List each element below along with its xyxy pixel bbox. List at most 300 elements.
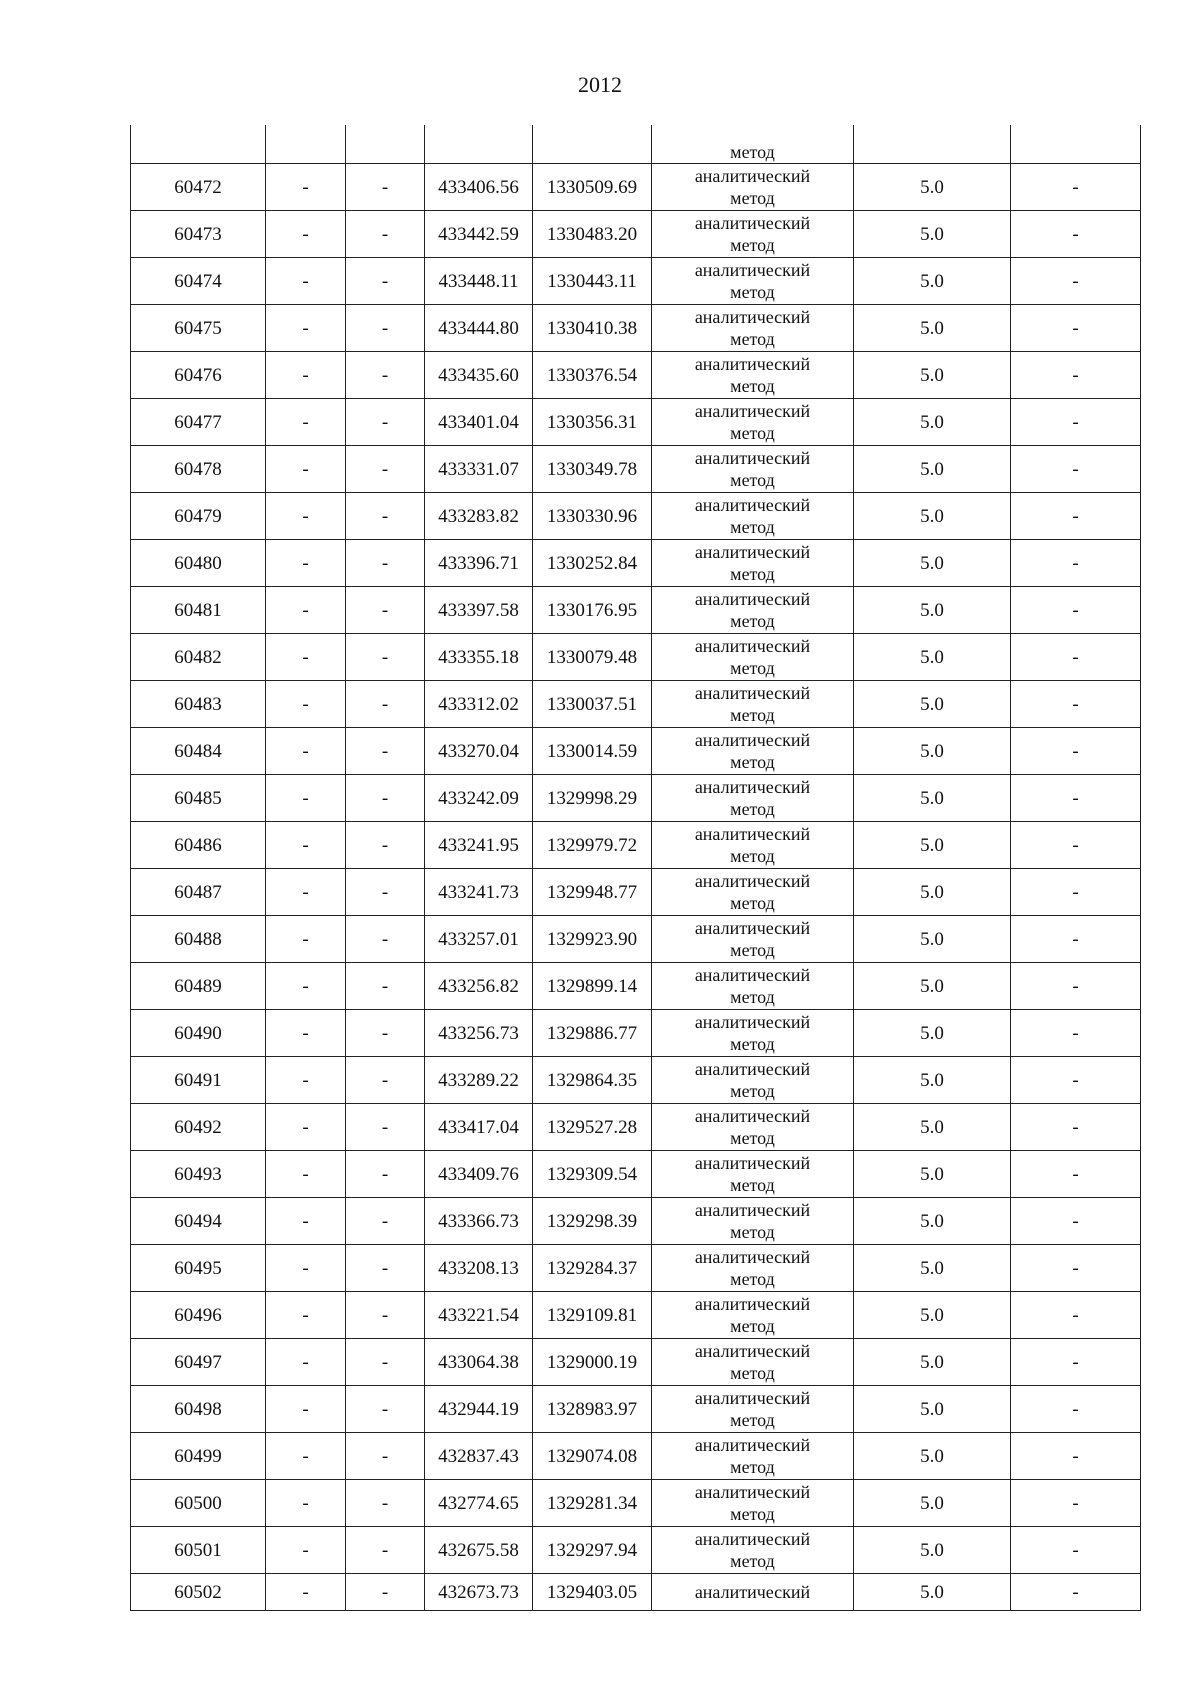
cell-col8: -	[1011, 446, 1141, 493]
cell-col8: -	[1011, 587, 1141, 634]
cell-col2: -	[266, 1104, 346, 1151]
cell-col3: -	[346, 493, 425, 540]
method-line-1: аналитический	[694, 1106, 811, 1126]
method-line-2: метод	[730, 1551, 775, 1571]
cell-accuracy: 5.0	[854, 1198, 1011, 1245]
cell-method	[652, 305, 854, 352]
cell-id: 60487	[131, 869, 266, 916]
table-row	[131, 1386, 1141, 1433]
cell-x: 432673.73	[425, 1574, 533, 1611]
method-line-2: метод	[730, 987, 775, 1007]
method-line-1: аналитический	[694, 1059, 811, 1079]
cell-col2: -	[266, 916, 346, 963]
cell-col8: -	[1011, 493, 1141, 540]
cell-col2: -	[266, 681, 346, 728]
cell-id: 60492	[131, 1104, 266, 1151]
coordinates-table	[130, 125, 1141, 1611]
table-row	[131, 399, 1141, 446]
cell-accuracy: 5.0	[854, 1151, 1011, 1198]
cell-x: 433270.04	[425, 728, 533, 775]
cell-y: 1329297.94	[533, 1527, 652, 1574]
cell-method	[652, 125, 854, 164]
method-line-2: метод	[730, 235, 775, 255]
cell-col8: -	[1011, 305, 1141, 352]
cell-accuracy: 5.0	[854, 1386, 1011, 1433]
method-line-2: метод	[730, 940, 775, 960]
method-line-1: аналитический	[694, 448, 811, 468]
cell-col2: -	[266, 1433, 346, 1480]
cell-col3: -	[346, 1057, 425, 1104]
cell-id: 60475	[131, 305, 266, 352]
method-line-1: аналитический	[694, 542, 811, 562]
cell-x: 433448.11	[425, 258, 533, 305]
cell-y: 1330509.69	[533, 164, 652, 211]
cell-col8: -	[1011, 399, 1141, 446]
cell-accuracy: 5.0	[854, 869, 1011, 916]
cell-x: 433312.02	[425, 681, 533, 728]
cell-accuracy: 5.0	[854, 681, 1011, 728]
method-line-1: аналитический	[694, 1435, 811, 1455]
continued-row	[131, 125, 1141, 164]
cell-y: 1330037.51	[533, 681, 652, 728]
cell-id: 60476	[131, 352, 266, 399]
cell-method	[652, 1339, 854, 1386]
cell-col2: -	[266, 1339, 346, 1386]
table-row	[131, 1057, 1141, 1104]
cell-accuracy: 5.0	[854, 728, 1011, 775]
cell-id: 60502	[131, 1574, 266, 1611]
cell-col8: -	[1011, 1198, 1141, 1245]
cell-col3: -	[346, 1245, 425, 1292]
cell-accuracy: 5.0	[854, 587, 1011, 634]
table-row	[131, 916, 1141, 963]
table-row	[131, 211, 1141, 258]
cell-y: 1330252.84	[533, 540, 652, 587]
cell-col8: -	[1011, 352, 1141, 399]
method-line-2: метод	[730, 1316, 775, 1336]
cell-id: 60501	[131, 1527, 266, 1574]
cell-col8: -	[1011, 1339, 1141, 1386]
cell-col2: -	[266, 822, 346, 869]
cell-col2: -	[266, 1151, 346, 1198]
table-row	[131, 1151, 1141, 1198]
cell-x: 433331.07	[425, 446, 533, 493]
method-line-2: метод	[730, 1363, 775, 1383]
cell-y: 1330356.31	[533, 399, 652, 446]
table-row	[131, 681, 1141, 728]
cell-col2: -	[266, 869, 346, 916]
method-line-2: метод	[730, 799, 775, 819]
cell-y: 1329864.35	[533, 1057, 652, 1104]
cell-col2: -	[266, 211, 346, 258]
cell-id: 60482	[131, 634, 266, 681]
cell-col8: -	[1011, 916, 1141, 963]
cell-x: 433435.60	[425, 352, 533, 399]
table-row	[131, 493, 1141, 540]
method-line-2: метод	[730, 376, 775, 396]
cell-col3: -	[346, 634, 425, 681]
cell-col2	[266, 125, 346, 164]
table-row	[131, 1339, 1141, 1386]
cell-x: 433417.04	[425, 1104, 533, 1151]
cell-id: 60481	[131, 587, 266, 634]
cell-col3: -	[346, 916, 425, 963]
cell-y: 1329000.19	[533, 1339, 652, 1386]
cell-col8: -	[1011, 1292, 1141, 1339]
cell-col8: -	[1011, 1480, 1141, 1527]
method-line-1: аналитический	[694, 1582, 811, 1602]
cell-accuracy: 5.0	[854, 1480, 1011, 1527]
cell-x: 433396.71	[425, 540, 533, 587]
cell-col8: -	[1011, 1057, 1141, 1104]
cell-accuracy: 5.0	[854, 540, 1011, 587]
cell-x: 433289.22	[425, 1057, 533, 1104]
method-line-1: аналитический	[694, 636, 811, 656]
method-line-2: метод	[730, 752, 775, 772]
cell-y: 1329074.08	[533, 1433, 652, 1480]
cell-col2: -	[266, 1527, 346, 1574]
method-line-2: метод	[730, 1410, 775, 1430]
cell-accuracy: 5.0	[854, 446, 1011, 493]
cell-col3: -	[346, 1527, 425, 1574]
cell-col8: -	[1011, 1010, 1141, 1057]
method-line-2: метод	[730, 329, 775, 349]
cell-col3: -	[346, 1104, 425, 1151]
cell-accuracy: 5.0	[854, 822, 1011, 869]
cell-col2: -	[266, 1386, 346, 1433]
table-row	[131, 1010, 1141, 1057]
cell-id: 60472	[131, 164, 266, 211]
cell-col3: -	[346, 1151, 425, 1198]
cell-accuracy: 5.0	[854, 258, 1011, 305]
cell-method	[652, 587, 854, 634]
cell-method	[652, 1574, 854, 1611]
cell-y: 1329281.34	[533, 1480, 652, 1527]
table-row	[131, 634, 1141, 681]
method-line-2: метод	[730, 470, 775, 490]
cell-id: 60489	[131, 963, 266, 1010]
method-line-2: метод	[730, 893, 775, 913]
table-row	[131, 1527, 1141, 1574]
cell-x: 433257.01	[425, 916, 533, 963]
cell-x: 433064.38	[425, 1339, 533, 1386]
cell-y: 1330330.96	[533, 493, 652, 540]
cell-x: 433444.80	[425, 305, 533, 352]
table-row	[131, 775, 1141, 822]
cell-id: 60473	[131, 211, 266, 258]
cell-id: 60478	[131, 446, 266, 493]
cell-col8: -	[1011, 1433, 1141, 1480]
table-row	[131, 963, 1141, 1010]
cell-y: 1329948.77	[533, 869, 652, 916]
cell-x: 432675.58	[425, 1527, 533, 1574]
method-line-1: аналитический	[694, 1247, 811, 1267]
cell-x: 433406.56	[425, 164, 533, 211]
cell-id: 60484	[131, 728, 266, 775]
table-row	[131, 352, 1141, 399]
table-row	[131, 258, 1141, 305]
method-line-2: метод	[730, 705, 775, 725]
method-line-2: метод	[730, 282, 775, 302]
method-line-1: аналитический	[694, 1200, 811, 1220]
cell-method	[652, 493, 854, 540]
cell-method	[652, 869, 854, 916]
cell-y: 1329998.29	[533, 775, 652, 822]
cell-id: 60480	[131, 540, 266, 587]
cell-col3: -	[346, 1339, 425, 1386]
cell-accuracy: 5.0	[854, 305, 1011, 352]
cell-x: 433409.76	[425, 1151, 533, 1198]
cell-col8: -	[1011, 1574, 1141, 1611]
cell-col3: -	[346, 728, 425, 775]
cell-method	[652, 1010, 854, 1057]
cell-col8	[1011, 125, 1141, 164]
method-line-1: аналитический	[694, 1388, 811, 1408]
method-line-2: метод	[730, 1222, 775, 1242]
cell-id: 60483	[131, 681, 266, 728]
cell-accuracy: 5.0	[854, 1104, 1011, 1151]
method-line-2: метод	[730, 517, 775, 537]
cell-y: 1329298.39	[533, 1198, 652, 1245]
cell-method	[652, 822, 854, 869]
cell-y: 1330410.38	[533, 305, 652, 352]
cell-method	[652, 1292, 854, 1339]
cell-id: 60486	[131, 822, 266, 869]
method-line-1: аналитический	[694, 354, 811, 374]
cell-y: 1329899.14	[533, 963, 652, 1010]
cell-x: 433366.73	[425, 1198, 533, 1245]
cell-col3: -	[346, 963, 425, 1010]
method-line-1: аналитический	[694, 730, 811, 750]
cell-x: 433241.73	[425, 869, 533, 916]
cell-col3: -	[346, 1198, 425, 1245]
cell-x: 433397.58	[425, 587, 533, 634]
cell-y: 1330176.95	[533, 587, 652, 634]
cell-x: 433256.82	[425, 963, 533, 1010]
cell-col3: -	[346, 869, 425, 916]
cell-col8: -	[1011, 1104, 1141, 1151]
cell-accuracy: 5.0	[854, 1527, 1011, 1574]
cell-method	[652, 1527, 854, 1574]
cell-y: 1330349.78	[533, 446, 652, 493]
cell-method	[652, 1057, 854, 1104]
cell-col3: -	[346, 540, 425, 587]
method-line-1: аналитический	[694, 260, 811, 280]
table-row	[131, 1574, 1141, 1611]
method-line-1: аналитический	[694, 965, 811, 985]
cell-y: 1329923.90	[533, 916, 652, 963]
cell-method	[652, 634, 854, 681]
cell-id: 60491	[131, 1057, 266, 1104]
cell-y: 1328983.97	[533, 1386, 652, 1433]
cell-x: 433241.95	[425, 822, 533, 869]
cell-accuracy: 5.0	[854, 1010, 1011, 1057]
cell-col2: -	[266, 352, 346, 399]
cell-col8: -	[1011, 1151, 1141, 1198]
cell-method	[652, 963, 854, 1010]
cell-x: 433221.54	[425, 1292, 533, 1339]
cell-accuracy: 5.0	[854, 1574, 1011, 1611]
cell-y: 1329284.37	[533, 1245, 652, 1292]
cell-method	[652, 399, 854, 446]
page-number: 2012	[578, 72, 622, 97]
cell-accuracy: 5.0	[854, 1057, 1011, 1104]
cell-col8: -	[1011, 681, 1141, 728]
cell-method	[652, 1480, 854, 1527]
cell-col3: -	[346, 164, 425, 211]
cell-id: 60500	[131, 1480, 266, 1527]
cell-accuracy: 5.0	[854, 493, 1011, 540]
cell-y: 1329527.28	[533, 1104, 652, 1151]
table-row	[131, 540, 1141, 587]
cell-col2: -	[266, 775, 346, 822]
cell-method	[652, 728, 854, 775]
cell-col3: -	[346, 587, 425, 634]
cell-method	[652, 352, 854, 399]
cell-x: 432837.43	[425, 1433, 533, 1480]
table-row	[131, 1433, 1141, 1480]
cell-col2: -	[266, 1245, 346, 1292]
method-line-1: аналитический	[694, 1482, 811, 1502]
method-line-2: метод	[730, 846, 775, 866]
cell-x: 432944.19	[425, 1386, 533, 1433]
cell-col2: -	[266, 540, 346, 587]
cell-y: 1329309.54	[533, 1151, 652, 1198]
cell-col2: -	[266, 963, 346, 1010]
cell-y: 1329886.77	[533, 1010, 652, 1057]
cell-method	[652, 164, 854, 211]
cell-col2: -	[266, 587, 346, 634]
cell-col3: -	[346, 681, 425, 728]
cell-col3: -	[346, 1010, 425, 1057]
method-line-1: аналитический	[694, 683, 811, 703]
table-row	[131, 305, 1141, 352]
cell-accuracy: 5.0	[854, 963, 1011, 1010]
cell-y: 1330376.54	[533, 352, 652, 399]
cell-x: 433283.82	[425, 493, 533, 540]
method-line-1: аналитический	[694, 824, 811, 844]
cell-col8: -	[1011, 258, 1141, 305]
cell-method	[652, 211, 854, 258]
cell-method	[652, 916, 854, 963]
cell-col2: -	[266, 1057, 346, 1104]
cell-accuracy: 5.0	[854, 775, 1011, 822]
method-line-1: аналитический	[694, 1153, 811, 1173]
cell-id: 60497	[131, 1339, 266, 1386]
cell-method	[652, 775, 854, 822]
cell-col3: -	[346, 305, 425, 352]
cell-method	[652, 681, 854, 728]
cell-col3	[346, 125, 425, 164]
cell-col3: -	[346, 399, 425, 446]
cell-method	[652, 540, 854, 587]
method-line-2: метод	[730, 423, 775, 443]
cell-x: 432774.65	[425, 1480, 533, 1527]
cell-col3: -	[346, 352, 425, 399]
cell-col3: -	[346, 1480, 425, 1527]
cell-method	[652, 1104, 854, 1151]
table-row	[131, 1292, 1141, 1339]
cell-accuracy: 5.0	[854, 1339, 1011, 1386]
cell-accuracy: 5.0	[854, 634, 1011, 681]
cell-col2: -	[266, 164, 346, 211]
method-line-2: метод	[730, 1175, 775, 1195]
cell-id: 60498	[131, 1386, 266, 1433]
method-line-2: метод	[730, 611, 775, 631]
cell-col8: -	[1011, 1386, 1141, 1433]
cell-col8: -	[1011, 164, 1141, 211]
cell-col3: -	[346, 1574, 425, 1611]
cell-col2: -	[266, 1480, 346, 1527]
cell-col2: -	[266, 1010, 346, 1057]
cell-x: 433256.73	[425, 1010, 533, 1057]
table-row	[131, 587, 1141, 634]
method-line-1: аналитический	[694, 1341, 811, 1361]
table-row	[131, 1104, 1141, 1151]
method-line-2: метод	[730, 1457, 775, 1477]
method-line-2: метод	[730, 1081, 775, 1101]
cell-accuracy: 5.0	[854, 164, 1011, 211]
cell-col2: -	[266, 728, 346, 775]
cell-method	[652, 446, 854, 493]
cell-id: 60499	[131, 1433, 266, 1480]
cell-col3: -	[346, 775, 425, 822]
cell-col2: -	[266, 258, 346, 305]
cell-method	[652, 1386, 854, 1433]
cell-col8: -	[1011, 540, 1141, 587]
cell-y: 1330014.59	[533, 728, 652, 775]
table-row	[131, 728, 1141, 775]
cell-col8: -	[1011, 963, 1141, 1010]
cell-method	[652, 1245, 854, 1292]
cell-col2: -	[266, 399, 346, 446]
cell-col8: -	[1011, 1527, 1141, 1574]
cell-col2: -	[266, 1574, 346, 1611]
cell-col2: -	[266, 305, 346, 352]
cell-accuracy: 5.0	[854, 916, 1011, 963]
cell-col8: -	[1011, 634, 1141, 681]
method-line-1: аналитический	[694, 401, 811, 421]
table-row	[131, 1198, 1141, 1245]
method-line-2: метод	[730, 658, 775, 678]
cell-x: 433355.18	[425, 634, 533, 681]
cell-col8: -	[1011, 1245, 1141, 1292]
cell-col3: -	[346, 211, 425, 258]
method-line-1: аналитический	[694, 213, 811, 233]
cell-id: 60494	[131, 1198, 266, 1245]
cell-y: 1329403.05	[533, 1574, 652, 1611]
cell-accuracy	[854, 125, 1011, 164]
method-continued-text: метод	[730, 142, 775, 162]
method-line-1: аналитический	[694, 1012, 811, 1032]
cell-id: 60479	[131, 493, 266, 540]
cell-id: 60477	[131, 399, 266, 446]
method-line-2: метод	[730, 188, 775, 208]
cell-id: 60496	[131, 1292, 266, 1339]
cell-col8: -	[1011, 728, 1141, 775]
method-line-1: аналитический	[694, 777, 811, 797]
cell-y: 1329109.81	[533, 1292, 652, 1339]
table-row	[131, 869, 1141, 916]
cell-accuracy: 5.0	[854, 1433, 1011, 1480]
cell-col3: -	[346, 446, 425, 493]
method-line-2: метод	[730, 564, 775, 584]
cell-col8: -	[1011, 211, 1141, 258]
table-row	[131, 446, 1141, 493]
cell-col3: -	[346, 258, 425, 305]
cell-id: 60485	[131, 775, 266, 822]
cell-id	[131, 125, 266, 164]
